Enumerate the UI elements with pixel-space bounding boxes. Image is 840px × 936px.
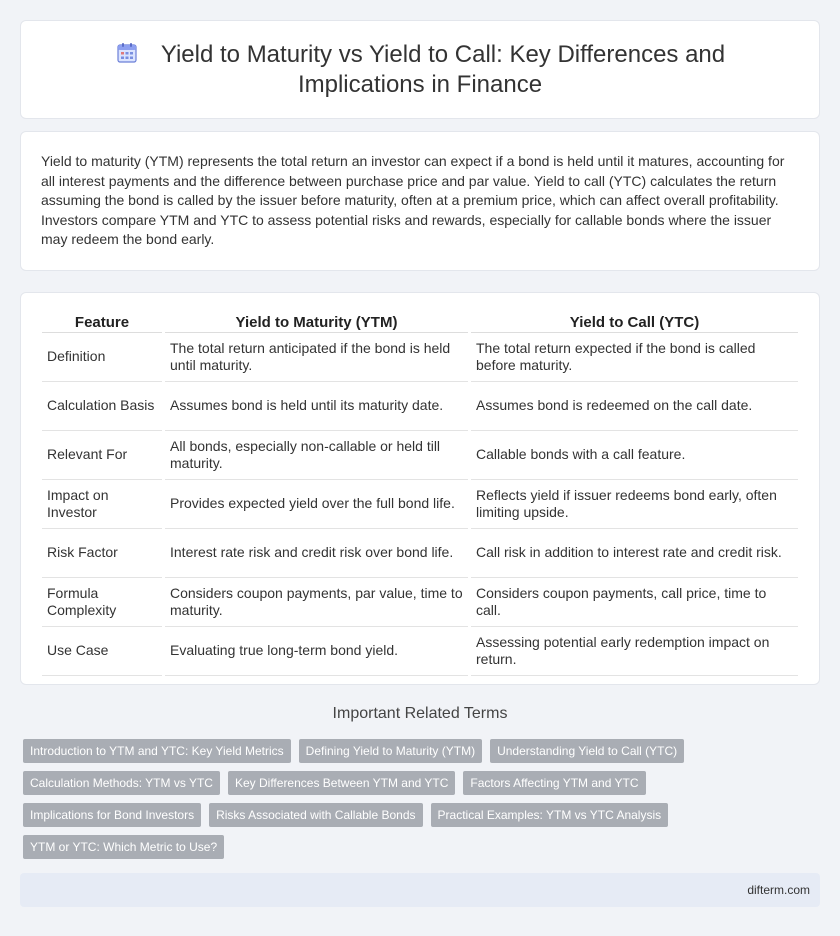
intro-text: Yield to maturity (YTM) represents the total return an investor can expect if a bond is held until it matures, accounting for all interest payments and the difference between purchase price and par value. Yield to call (YTC) calculates the return assuming the bond is called by the issuer before maturity, often at a premium price, which can affect overall profitability. Investors compare YTM and YTC to assess potential risks and rewards, especially for callable bonds where the issuer may redeem the bond early. bbox=[41, 153, 785, 247]
feature-cell: Relevant For bbox=[42, 431, 162, 480]
related-term-tag[interactable]: Defining Yield to Maturity (YTM) bbox=[299, 739, 482, 763]
column-header-feature: Feature bbox=[42, 309, 162, 333]
table-row bbox=[42, 382, 798, 431]
footer bbox=[20, 873, 820, 907]
ytm-cell: The total return anticipated if the bond is held until maturity. bbox=[165, 333, 468, 382]
ytm-cell: Interest rate risk and credit risk over bond life. bbox=[165, 529, 468, 578]
comparison-table bbox=[39, 309, 801, 676]
comparison-card bbox=[20, 292, 820, 685]
ytc-cell: The total return expected if the bond is called before maturity. bbox=[471, 333, 798, 382]
page-title bbox=[51, 40, 789, 100]
ytc-cell: Assumes bond is redeemed on the call date. bbox=[471, 382, 798, 431]
intro-card bbox=[20, 131, 820, 271]
feature-cell: Risk Factor bbox=[42, 529, 162, 578]
table-row bbox=[42, 480, 798, 529]
table-row bbox=[42, 627, 798, 676]
ytc-cell: Assessing potential early redemption impact on return. bbox=[471, 627, 798, 676]
table-row bbox=[42, 578, 798, 627]
ytm-cell: All bonds, especially non-callable or held till maturity. bbox=[165, 431, 468, 480]
table-row bbox=[42, 529, 798, 578]
related-term-tag[interactable]: YTM or YTC: Which Metric to Use? bbox=[23, 835, 224, 859]
calendar-icon bbox=[115, 41, 139, 65]
related-term-tag[interactable]: Risks Associated with Callable Bonds bbox=[209, 803, 422, 827]
related-terms-list bbox=[23, 739, 820, 859]
table-row bbox=[42, 333, 798, 382]
related-terms-title: Important Related Terms bbox=[332, 705, 508, 722]
ytm-cell: Evaluating true long-term bond yield. bbox=[165, 627, 468, 676]
ytc-cell: Callable bonds with a call feature. bbox=[471, 431, 798, 480]
footer-site-link[interactable]: difterm.com bbox=[747, 883, 810, 897]
page-header bbox=[20, 20, 820, 119]
feature-cell: Use Case bbox=[42, 627, 162, 676]
related-term-tag[interactable]: Implications for Bond Investors bbox=[23, 803, 201, 827]
column-header-ytc: Yield to Call (YTC) bbox=[471, 309, 798, 333]
related-term-tag[interactable]: Introduction to YTM and YTC: Key Yield Metrics bbox=[23, 739, 291, 763]
ytm-cell: Provides expected yield over the full bond life. bbox=[165, 480, 468, 529]
feature-cell: Formula Complexity bbox=[42, 578, 162, 627]
table-header-row bbox=[42, 309, 798, 333]
table-row bbox=[42, 431, 798, 480]
column-header-ytm: Yield to Maturity (YTM) bbox=[165, 309, 468, 333]
page-title-text: Yield to Maturity vs Yield to Call: Key Differences and Implications in Finance bbox=[160, 40, 726, 98]
related-term-tag[interactable]: Calculation Methods: YTM vs YTC bbox=[23, 771, 220, 795]
ytc-cell: Considers coupon payments, call price, time to call. bbox=[471, 578, 798, 627]
ytc-cell: Call risk in addition to interest rate and credit risk. bbox=[471, 529, 798, 578]
ytm-cell: Considers coupon payments, par value, time to maturity. bbox=[165, 578, 468, 627]
feature-cell: Definition bbox=[42, 333, 162, 382]
feature-cell: Calculation Basis bbox=[42, 382, 162, 431]
ytc-cell: Reflects yield if issuer redeems bond early, often limiting upside. bbox=[471, 480, 798, 529]
related-term-tag[interactable]: Understanding Yield to Call (YTC) bbox=[490, 739, 684, 763]
related-term-tag[interactable]: Factors Affecting YTM and YTC bbox=[463, 771, 645, 795]
related-term-tag[interactable]: Key Differences Between YTM and YTC bbox=[228, 771, 455, 795]
feature-cell: Impact on Investor bbox=[42, 480, 162, 529]
ytm-cell: Assumes bond is held until its maturity date. bbox=[165, 382, 468, 431]
related-term-tag[interactable]: Practical Examples: YTM vs YTC Analysis bbox=[431, 803, 669, 827]
